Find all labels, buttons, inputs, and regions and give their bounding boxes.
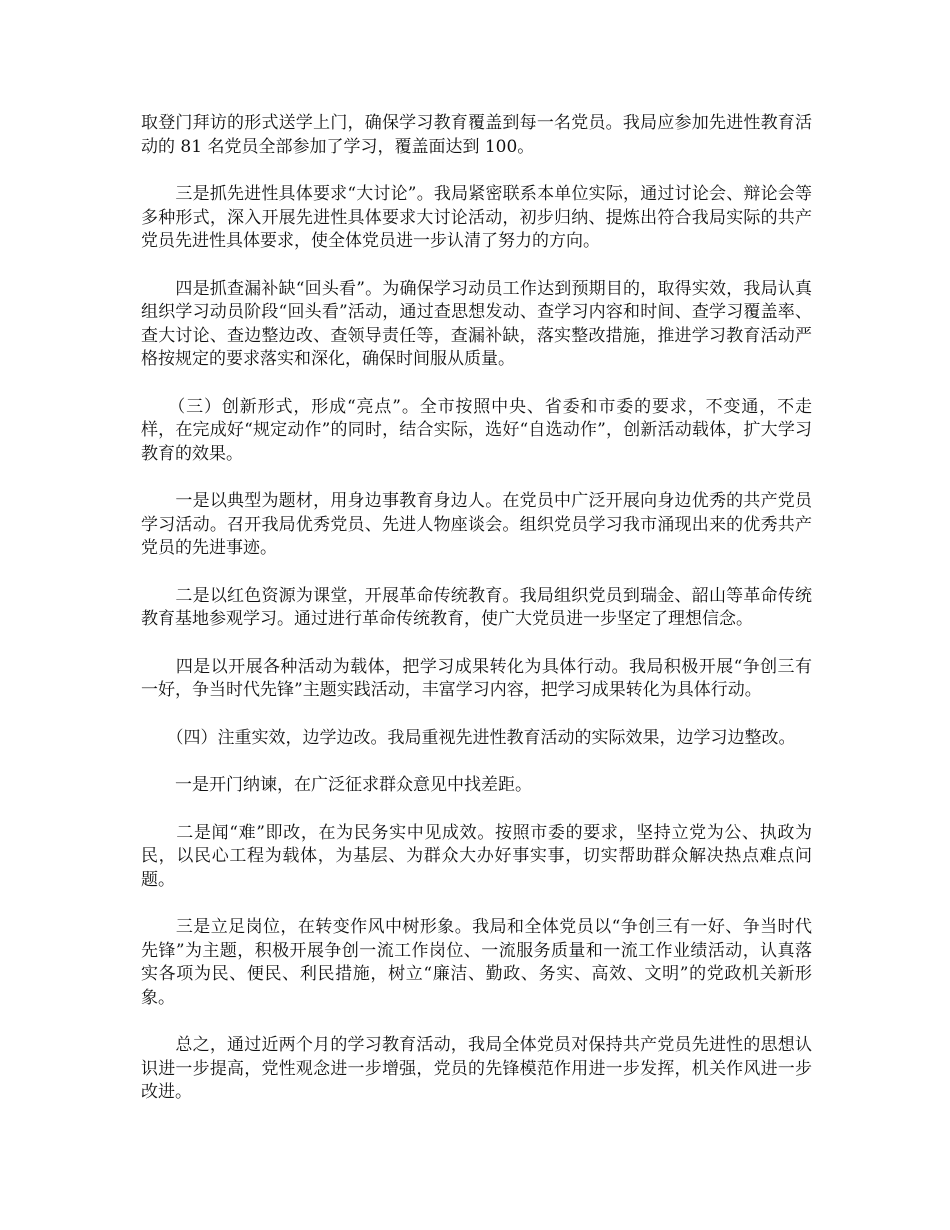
paragraph-3: 四是抓查漏补缺“回头看”。为确保学习动员工作达到预期目的，取得实效，我局认真组织学习动员阶段“回头看”活动，通过查思想发动、查学习内容和时间、查学习覆盖率、查大讨论、查边整边改、查领导责任等，查漏补缺，落实整改措施，推进学习教育活动严格按规定的要求落实和深化，确保时间服从质量。 (141, 278, 812, 369)
paragraph-2: 三是抓先进性具体要求“大讨论”。我局紧密联系本单位实际，通过讨论会、辩论会等多种形式，深入开展先进性具体要求大讨论活动，初步归纳、提炼出符合我局实际的共产党员先进性具体要求，使全体党员进一步认清了努力的方向。 (141, 184, 812, 251)
paragraph-12: 总之，通过近两个月的学习教育活动，我局全体党员对保持共产党员先进性的思想认识进一步提高，党性观念进一步增强，党员的先锋模范作用进一步发挥，机关作风进一步改进。 (141, 1035, 812, 1102)
paragraph-6: 二是以红色资源为课堂，开展革命传统教育。我局组织党员到瑞金、韶山等革命传统教育基地参观学习。通过进行革命传统教育，使广大党员进一步坚定了理想信念。 (141, 585, 812, 629)
paragraph-7: 四是以开展各种活动为载体，把学习成果转化为具体行动。我局积极开展“争创三有一好，争当时代先锋”主题实践活动，丰富学习内容，把学习成果转化为具体行动。 (141, 656, 812, 700)
paragraph-1: 取登门拜访的形式送学上门，确保学习教育覆盖到每一名党员。我局应参加先进性教育活动的 81 名党员全部参加了学习，覆盖面达到 100。 (141, 113, 812, 157)
paragraph-8: （四）注重实效，边学边改。我局重视先进性教育活动的实际效果，边学习边整改。 (141, 727, 796, 748)
paragraph-4: （三）创新形式，形成“亮点”。全市按照中央、省委和市委的要求，不变通，不走样，在完成好“规定动作”的同时，结合实际，选好“自选动作”，创新活动载体，扩大学习教育的效果。 (141, 396, 812, 464)
paragraph-9: 一是开门纳谏，在广泛征求群众意见中找差距。 (141, 775, 532, 795)
paragraph-11: 三是立足岗位，在转变作风中树形象。我局和全体党员以“争创三有一好、争当时代先锋”为主题，积极开展争创一流工作岗位、一流服务质量和一流工作业绩活动，认真落实各项为民、便民、利民措施，树立“廉洁、勤政、务实、高效、文明”的党政机关新形象。 (141, 917, 812, 1008)
paragraph-10: 二是闻“难”即改，在为民务实中见成效。按照市委的要求，坚持立党为公、执政为民，以民心工程为载体，为基层、为群众大办好事实事，切实帮助群众解决热点难点问题。 (141, 822, 812, 890)
paragraph-5: 一是以典型为题材，用身边事教育身边人。在党员中广泛开展向身边优秀的共产党员学习活动。召开我局优秀党员、先进人物座谈会。组织党员学习我市涌现出来的优秀共产党员的先进事迹。 (141, 491, 812, 558)
